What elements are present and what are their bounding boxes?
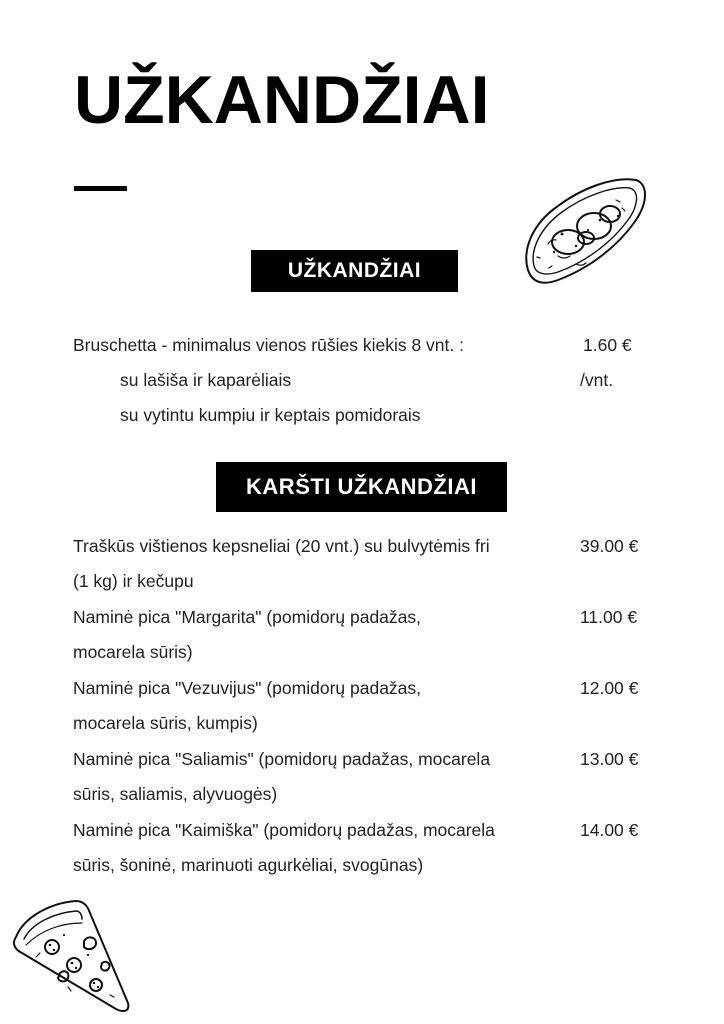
menu-item-price: 13.00 €: [580, 749, 639, 769]
page-title: UŽKANDŽIAI: [74, 62, 490, 138]
pizza-slice-illustration: [10, 895, 138, 1015]
menu-item-line: Naminė pica "Vezuvijus" (pomidorų padažas,: [73, 678, 422, 698]
menu-item-bruschetta: Bruschetta - minimalus vienos rūšies kiekis 8 vnt. :: [73, 335, 464, 355]
menu-item-price: 12.00 €: [580, 678, 639, 698]
menu-item-line: Naminė pica "Margarita" (pomidorų padažas,: [73, 607, 422, 627]
section-heading-hot-appetizers: KARŠTI UŽKANDŽIAI: [216, 462, 507, 512]
bruschetta-illustration: [518, 172, 650, 290]
menu-item-price: 14.00 €: [580, 820, 639, 840]
section-heading-appetizers: UŽKANDŽIAI: [251, 250, 458, 292]
menu-item-line: sūris, saliamis, alyvuogės): [73, 784, 278, 804]
menu-item-price: 1.60 €: [583, 335, 632, 355]
menu-item-variant: su vytintu kumpiu ir keptais pomidorais: [120, 405, 421, 425]
menu-item-line: Traškūs vištienos kepsneliai (20 vnt.) su bulvytėmis fri: [73, 536, 490, 556]
menu-item-variant: su lašiša ir kaparėliais: [120, 370, 292, 390]
menu-item-line: Naminė pica "Saliamis" (pomidorų padažas, mocarela: [73, 749, 491, 769]
menu-item-price: 39.00 €: [580, 536, 639, 556]
menu-item-line: mocarela sūris, kumpis): [73, 713, 258, 733]
menu-item-price: 11.00 €: [580, 607, 638, 627]
menu-item-line: mocarela sūris): [73, 642, 193, 662]
menu-item-line: sūris, šoninė, marinuoti agurkėliai, svogūnas): [73, 855, 424, 875]
title-underline: [74, 186, 127, 191]
menu-item-line: Naminė pica "Kaimiška" (pomidorų padažas, mocarela: [73, 820, 495, 840]
menu-item-price-unit: /vnt.: [580, 370, 614, 390]
menu-item-line: (1 kg) ir kečupu: [73, 571, 194, 591]
